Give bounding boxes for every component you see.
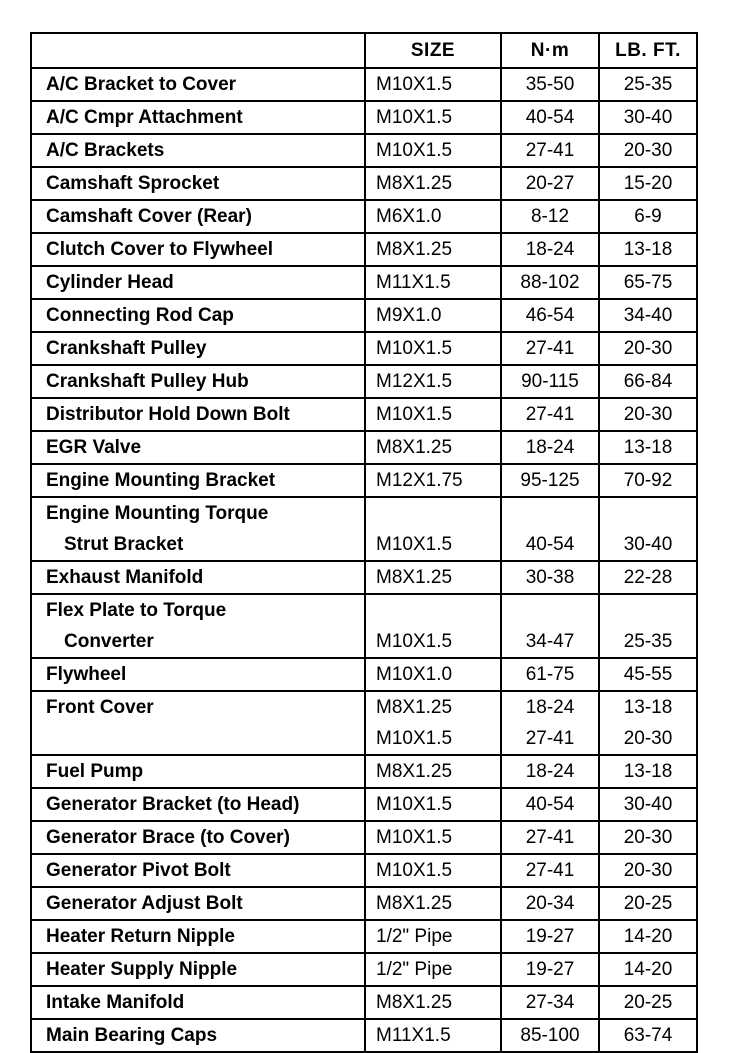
table-row: [31, 658, 697, 691]
nm-cell: [501, 497, 599, 561]
table-row: [31, 887, 697, 920]
nm-cell-line: [502, 595, 598, 626]
component-name-line: Heater Return Nipple: [46, 926, 235, 947]
size-cell: [365, 953, 501, 986]
table-row: [31, 68, 697, 101]
header-size: SIZE: [365, 33, 501, 68]
header-row: [31, 33, 697, 68]
nm-cell: [501, 561, 599, 594]
size-cell: [365, 986, 501, 1019]
lbft-cell: [599, 431, 697, 464]
nm-cell: [501, 986, 599, 1019]
lbft-cell: [599, 365, 697, 398]
header-nm: N·m: [501, 33, 599, 68]
component-name-line: Generator Adjust Bolt: [46, 893, 243, 914]
nm-cell-line: 27-41: [525, 140, 575, 161]
size-cell: [365, 887, 501, 920]
component-name-line: A/C Bracket to Cover: [46, 74, 237, 95]
size-cell: [365, 431, 501, 464]
component-name: [31, 167, 365, 200]
lbft-cell: [599, 464, 697, 497]
size-cell-line: M8X1.25: [376, 437, 453, 458]
table-row: [31, 594, 697, 658]
component-name-line: Clutch Cover to Flywheel: [46, 239, 273, 260]
size-cell-line: M12X1.75: [376, 470, 463, 491]
size-cell: [365, 658, 501, 691]
lbft-cell-line: 66-84: [623, 371, 673, 392]
size-cell-line: M8X1.25: [376, 567, 453, 588]
size-cell-line: M8X1.25: [376, 761, 453, 782]
size-cell-line: M12X1.5: [376, 371, 453, 392]
lbft-cell-line: 63-74: [623, 1025, 673, 1046]
component-name: [31, 398, 365, 431]
torque-spec-table: [30, 32, 698, 1053]
component-name: [31, 755, 365, 788]
component-name: [31, 594, 365, 658]
size-cell-line: M10X1.0: [376, 664, 453, 685]
size-cell: [365, 68, 501, 101]
component-name: [31, 1019, 365, 1052]
component-name: [31, 691, 365, 755]
table-row: [31, 398, 697, 431]
lbft-cell-line: 20-30: [623, 827, 673, 848]
table-row: [31, 431, 697, 464]
size-cell-line: M10X1.5: [376, 107, 453, 128]
table-row: [31, 953, 697, 986]
component-name-line: Connecting Rod Cap: [46, 305, 234, 326]
lbft-cell: [599, 134, 697, 167]
nm-cell: [501, 658, 599, 691]
table-row: [31, 134, 697, 167]
nm-cell-line: [502, 498, 598, 529]
table-row: [31, 788, 697, 821]
lbft-cell-line: 45-55: [623, 664, 673, 685]
size-cell: [365, 134, 501, 167]
lbft-cell: [599, 854, 697, 887]
size-cell-line: M8X1.25: [376, 173, 453, 194]
size-cell: [365, 854, 501, 887]
nm-cell: [501, 953, 599, 986]
size-cell: [365, 398, 501, 431]
component-name-line: Engine Mounting Torque: [46, 503, 269, 524]
size-cell-line: [376, 498, 500, 529]
header-lbft: LB. FT.: [599, 33, 697, 68]
table-row: [31, 920, 697, 953]
size-cell: [365, 200, 501, 233]
component-name-line: Camshaft Sprocket: [46, 173, 220, 194]
size-cell-line: M8X1.25: [376, 239, 453, 260]
lbft-cell-line: 20-30: [623, 860, 673, 881]
component-name: [31, 920, 365, 953]
nm-cell-line: 40-54: [525, 794, 575, 815]
table-row: [31, 755, 697, 788]
lbft-cell: [599, 200, 697, 233]
nm-cell-line: 18-24: [525, 239, 575, 260]
size-cell: [365, 167, 501, 200]
nm-cell-line: 88-102: [520, 272, 580, 293]
lbft-cell-line: 65-75: [623, 272, 673, 293]
lbft-cell: [599, 299, 697, 332]
component-name: [31, 887, 365, 920]
lbft-cell-line: 20-30: [623, 404, 673, 425]
nm-cell: [501, 691, 599, 755]
nm-cell-line: 19-27: [525, 926, 575, 947]
nm-cell: [501, 1019, 599, 1052]
size-cell-line: M10X1.5: [376, 827, 453, 848]
component-name-line: Cylinder Head: [46, 272, 174, 293]
component-name-line: Front Cover: [46, 697, 154, 718]
size-cell-line: M8X1.25: [376, 992, 453, 1013]
nm-cell-line: 46-54: [525, 305, 575, 326]
lbft-cell-line: 30-40: [623, 107, 673, 128]
lbft-cell: [599, 167, 697, 200]
component-name-line: Generator Pivot Bolt: [46, 860, 231, 881]
nm-cell: [501, 365, 599, 398]
lbft-cell-line: 6-9: [634, 206, 662, 227]
size-cell-line: M6X1.0: [376, 206, 442, 227]
nm-cell: [501, 101, 599, 134]
nm-cell-line: 34-47: [525, 631, 575, 652]
lbft-cell-line: [600, 498, 696, 529]
component-name-line: A/C Cmpr Attachment: [46, 107, 243, 128]
component-name-line: Converter: [64, 631, 154, 652]
lbft-cell-line: 14-20: [623, 926, 673, 947]
lbft-cell-line: 70-92: [623, 470, 673, 491]
size-cell-line: 1/2" Pipe: [376, 959, 453, 980]
component-name-line: Flywheel: [46, 664, 127, 685]
nm-cell: [501, 332, 599, 365]
table-row: [31, 200, 697, 233]
component-name: [31, 561, 365, 594]
size-cell: [365, 821, 501, 854]
size-cell-line: M8X1.25: [376, 893, 453, 914]
component-name: [31, 365, 365, 398]
lbft-cell-line: 20-30: [623, 728, 673, 749]
component-name-line: Fuel Pump: [46, 761, 144, 782]
lbft-cell-line: 30-40: [623, 534, 673, 555]
nm-cell-line: 18-24: [525, 761, 575, 782]
nm-cell-line: 18-24: [525, 437, 575, 458]
table-row: [31, 821, 697, 854]
table-row: [31, 332, 697, 365]
header-component: [31, 33, 365, 68]
lbft-cell-line: 14-20: [623, 959, 673, 980]
size-cell-line: M11X1.5: [376, 272, 451, 293]
table-row: [31, 299, 697, 332]
size-cell-line: M10X1.5: [376, 860, 453, 881]
component-name-line: A/C Brackets: [46, 140, 165, 161]
nm-cell: [501, 233, 599, 266]
nm-cell: [501, 431, 599, 464]
lbft-cell: [599, 332, 697, 365]
component-name: [31, 464, 365, 497]
component-name-line: Heater Supply Nipple: [46, 959, 238, 980]
size-cell: [365, 365, 501, 398]
nm-cell-line: 20-27: [525, 173, 575, 194]
size-cell: [365, 299, 501, 332]
nm-cell: [501, 854, 599, 887]
nm-cell-line: 27-41: [525, 860, 575, 881]
size-cell-line: M10X1.5: [376, 140, 453, 161]
component-name-line: Camshaft Cover (Rear): [46, 206, 252, 227]
nm-cell: [501, 594, 599, 658]
nm-cell-line: 27-41: [525, 728, 575, 749]
nm-cell-line: 35-50: [525, 74, 575, 95]
nm-cell: [501, 200, 599, 233]
lbft-cell: [599, 266, 697, 299]
lbft-cell-line: 13-18: [623, 761, 673, 782]
nm-cell: [501, 920, 599, 953]
lbft-cell: [599, 986, 697, 1019]
lbft-cell: [599, 788, 697, 821]
table-row: [31, 497, 697, 561]
nm-cell: [501, 464, 599, 497]
table-row: [31, 365, 697, 398]
nm-cell-line: 20-34: [525, 893, 575, 914]
component-name: [31, 233, 365, 266]
component-name: [31, 658, 365, 691]
component-name-line: Flex Plate to Torque: [46, 600, 227, 621]
size-cell: [365, 561, 501, 594]
lbft-cell-line: [600, 595, 696, 626]
lbft-cell: [599, 953, 697, 986]
component-name: [31, 788, 365, 821]
nm-cell-line: 27-41: [525, 827, 575, 848]
size-cell-line: M10X1.5: [376, 74, 453, 95]
size-cell: [365, 920, 501, 953]
nm-cell-line: 27-41: [525, 404, 575, 425]
nm-cell-line: 95-125: [520, 470, 580, 491]
size-cell-line: 1/2" Pipe: [376, 926, 453, 947]
nm-cell-line: 85-100: [520, 1025, 580, 1046]
lbft-cell-line: 20-25: [623, 992, 673, 1013]
component-name-line: Engine Mounting Bracket: [46, 470, 276, 491]
component-name-line: [46, 723, 364, 754]
nm-cell-line: 27-34: [525, 992, 575, 1013]
table-row: [31, 854, 697, 887]
lbft-cell-line: 30-40: [623, 794, 673, 815]
size-cell: [365, 755, 501, 788]
nm-cell-line: 18-24: [525, 697, 575, 718]
size-cell: [365, 464, 501, 497]
size-cell-line: M10X1.5: [376, 631, 453, 652]
lbft-cell: [599, 658, 697, 691]
nm-cell: [501, 167, 599, 200]
lbft-cell: [599, 497, 697, 561]
lbft-cell-line: 20-30: [623, 338, 673, 359]
lbft-cell-line: 25-35: [623, 74, 673, 95]
table-row: [31, 464, 697, 497]
nm-cell-line: 19-27: [525, 959, 575, 980]
lbft-cell: [599, 691, 697, 755]
size-cell: [365, 594, 501, 658]
component-name: [31, 68, 365, 101]
component-name: [31, 266, 365, 299]
table-body: [31, 68, 697, 1052]
table-row: [31, 266, 697, 299]
nm-cell: [501, 134, 599, 167]
size-cell-line: M11X1.5: [376, 1025, 451, 1046]
table-row: [31, 691, 697, 755]
table-row: [31, 561, 697, 594]
size-cell: [365, 497, 501, 561]
nm-cell-line: 8-12: [530, 206, 570, 227]
lbft-cell-line: 25-35: [623, 631, 673, 652]
component-name-line: Main Bearing Caps: [46, 1025, 218, 1046]
table-row: [31, 101, 697, 134]
size-cell: [365, 266, 501, 299]
table-row: [31, 1019, 697, 1052]
lbft-cell: [599, 887, 697, 920]
component-name: [31, 986, 365, 1019]
component-name-line: Intake Manifold: [46, 992, 185, 1013]
size-cell: [365, 101, 501, 134]
component-name: [31, 497, 365, 561]
lbft-cell-line: 34-40: [623, 305, 673, 326]
nm-cell: [501, 887, 599, 920]
nm-cell: [501, 398, 599, 431]
lbft-cell-line: 13-18: [623, 239, 673, 260]
component-name-line: Generator Bracket (to Head): [46, 794, 300, 815]
nm-cell: [501, 755, 599, 788]
nm-cell-line: 90-115: [521, 371, 579, 392]
lbft-cell: [599, 594, 697, 658]
lbft-cell: [599, 1019, 697, 1052]
nm-cell-line: 27-41: [525, 338, 575, 359]
lbft-cell: [599, 920, 697, 953]
size-cell-line: M10X1.5: [376, 728, 453, 749]
lbft-cell-line: 13-18: [623, 437, 673, 458]
nm-cell-line: 30-38: [525, 567, 575, 588]
component-name: [31, 854, 365, 887]
size-cell-line: M8X1.25: [376, 697, 453, 718]
size-cell: [365, 233, 501, 266]
component-name-line: Strut Bracket: [64, 534, 184, 555]
nm-cell: [501, 821, 599, 854]
size-cell: [365, 1019, 501, 1052]
table-row: [31, 167, 697, 200]
size-cell-line: [376, 595, 500, 626]
table-row: [31, 986, 697, 1019]
size-cell-line: M9X1.0: [376, 305, 442, 326]
component-name: [31, 134, 365, 167]
component-name: [31, 101, 365, 134]
lbft-cell: [599, 821, 697, 854]
component-name: [31, 953, 365, 986]
component-name-line: Distributor Hold Down Bolt: [46, 404, 290, 425]
lbft-cell: [599, 755, 697, 788]
component-name: [31, 200, 365, 233]
component-name: [31, 332, 365, 365]
component-name-line: Exhaust Manifold: [46, 567, 204, 588]
size-cell-line: M10X1.5: [376, 338, 453, 359]
component-name-line: Generator Brace (to Cover): [46, 827, 290, 848]
lbft-cell-line: 20-30: [623, 140, 673, 161]
lbft-cell: [599, 233, 697, 266]
component-name-line: Crankshaft Pulley Hub: [46, 371, 249, 392]
lbft-cell-line: 15-20: [623, 173, 673, 194]
size-cell-line: M10X1.5: [376, 404, 453, 425]
lbft-cell-line: 13-18: [623, 697, 673, 718]
component-name-line: EGR Valve: [46, 437, 142, 458]
size-cell-line: M10X1.5: [376, 534, 453, 555]
size-cell: [365, 788, 501, 821]
lbft-cell: [599, 101, 697, 134]
lbft-cell: [599, 398, 697, 431]
lbft-cell-line: 22-28: [623, 567, 673, 588]
nm-cell: [501, 266, 599, 299]
component-name: [31, 821, 365, 854]
lbft-cell-line: 20-25: [623, 893, 673, 914]
size-cell: [365, 691, 501, 755]
size-cell: [365, 332, 501, 365]
nm-cell-line: 40-54: [525, 107, 575, 128]
nm-cell: [501, 299, 599, 332]
component-name: [31, 299, 365, 332]
component-name: [31, 431, 365, 464]
lbft-cell: [599, 561, 697, 594]
size-cell-line: M10X1.5: [376, 794, 453, 815]
component-name-line: Crankshaft Pulley: [46, 338, 207, 359]
nm-cell-line: 61-75: [525, 664, 575, 685]
table-row: [31, 233, 697, 266]
nm-cell: [501, 788, 599, 821]
nm-cell: [501, 68, 599, 101]
lbft-cell: [599, 68, 697, 101]
nm-cell-line: 40-54: [525, 534, 575, 555]
